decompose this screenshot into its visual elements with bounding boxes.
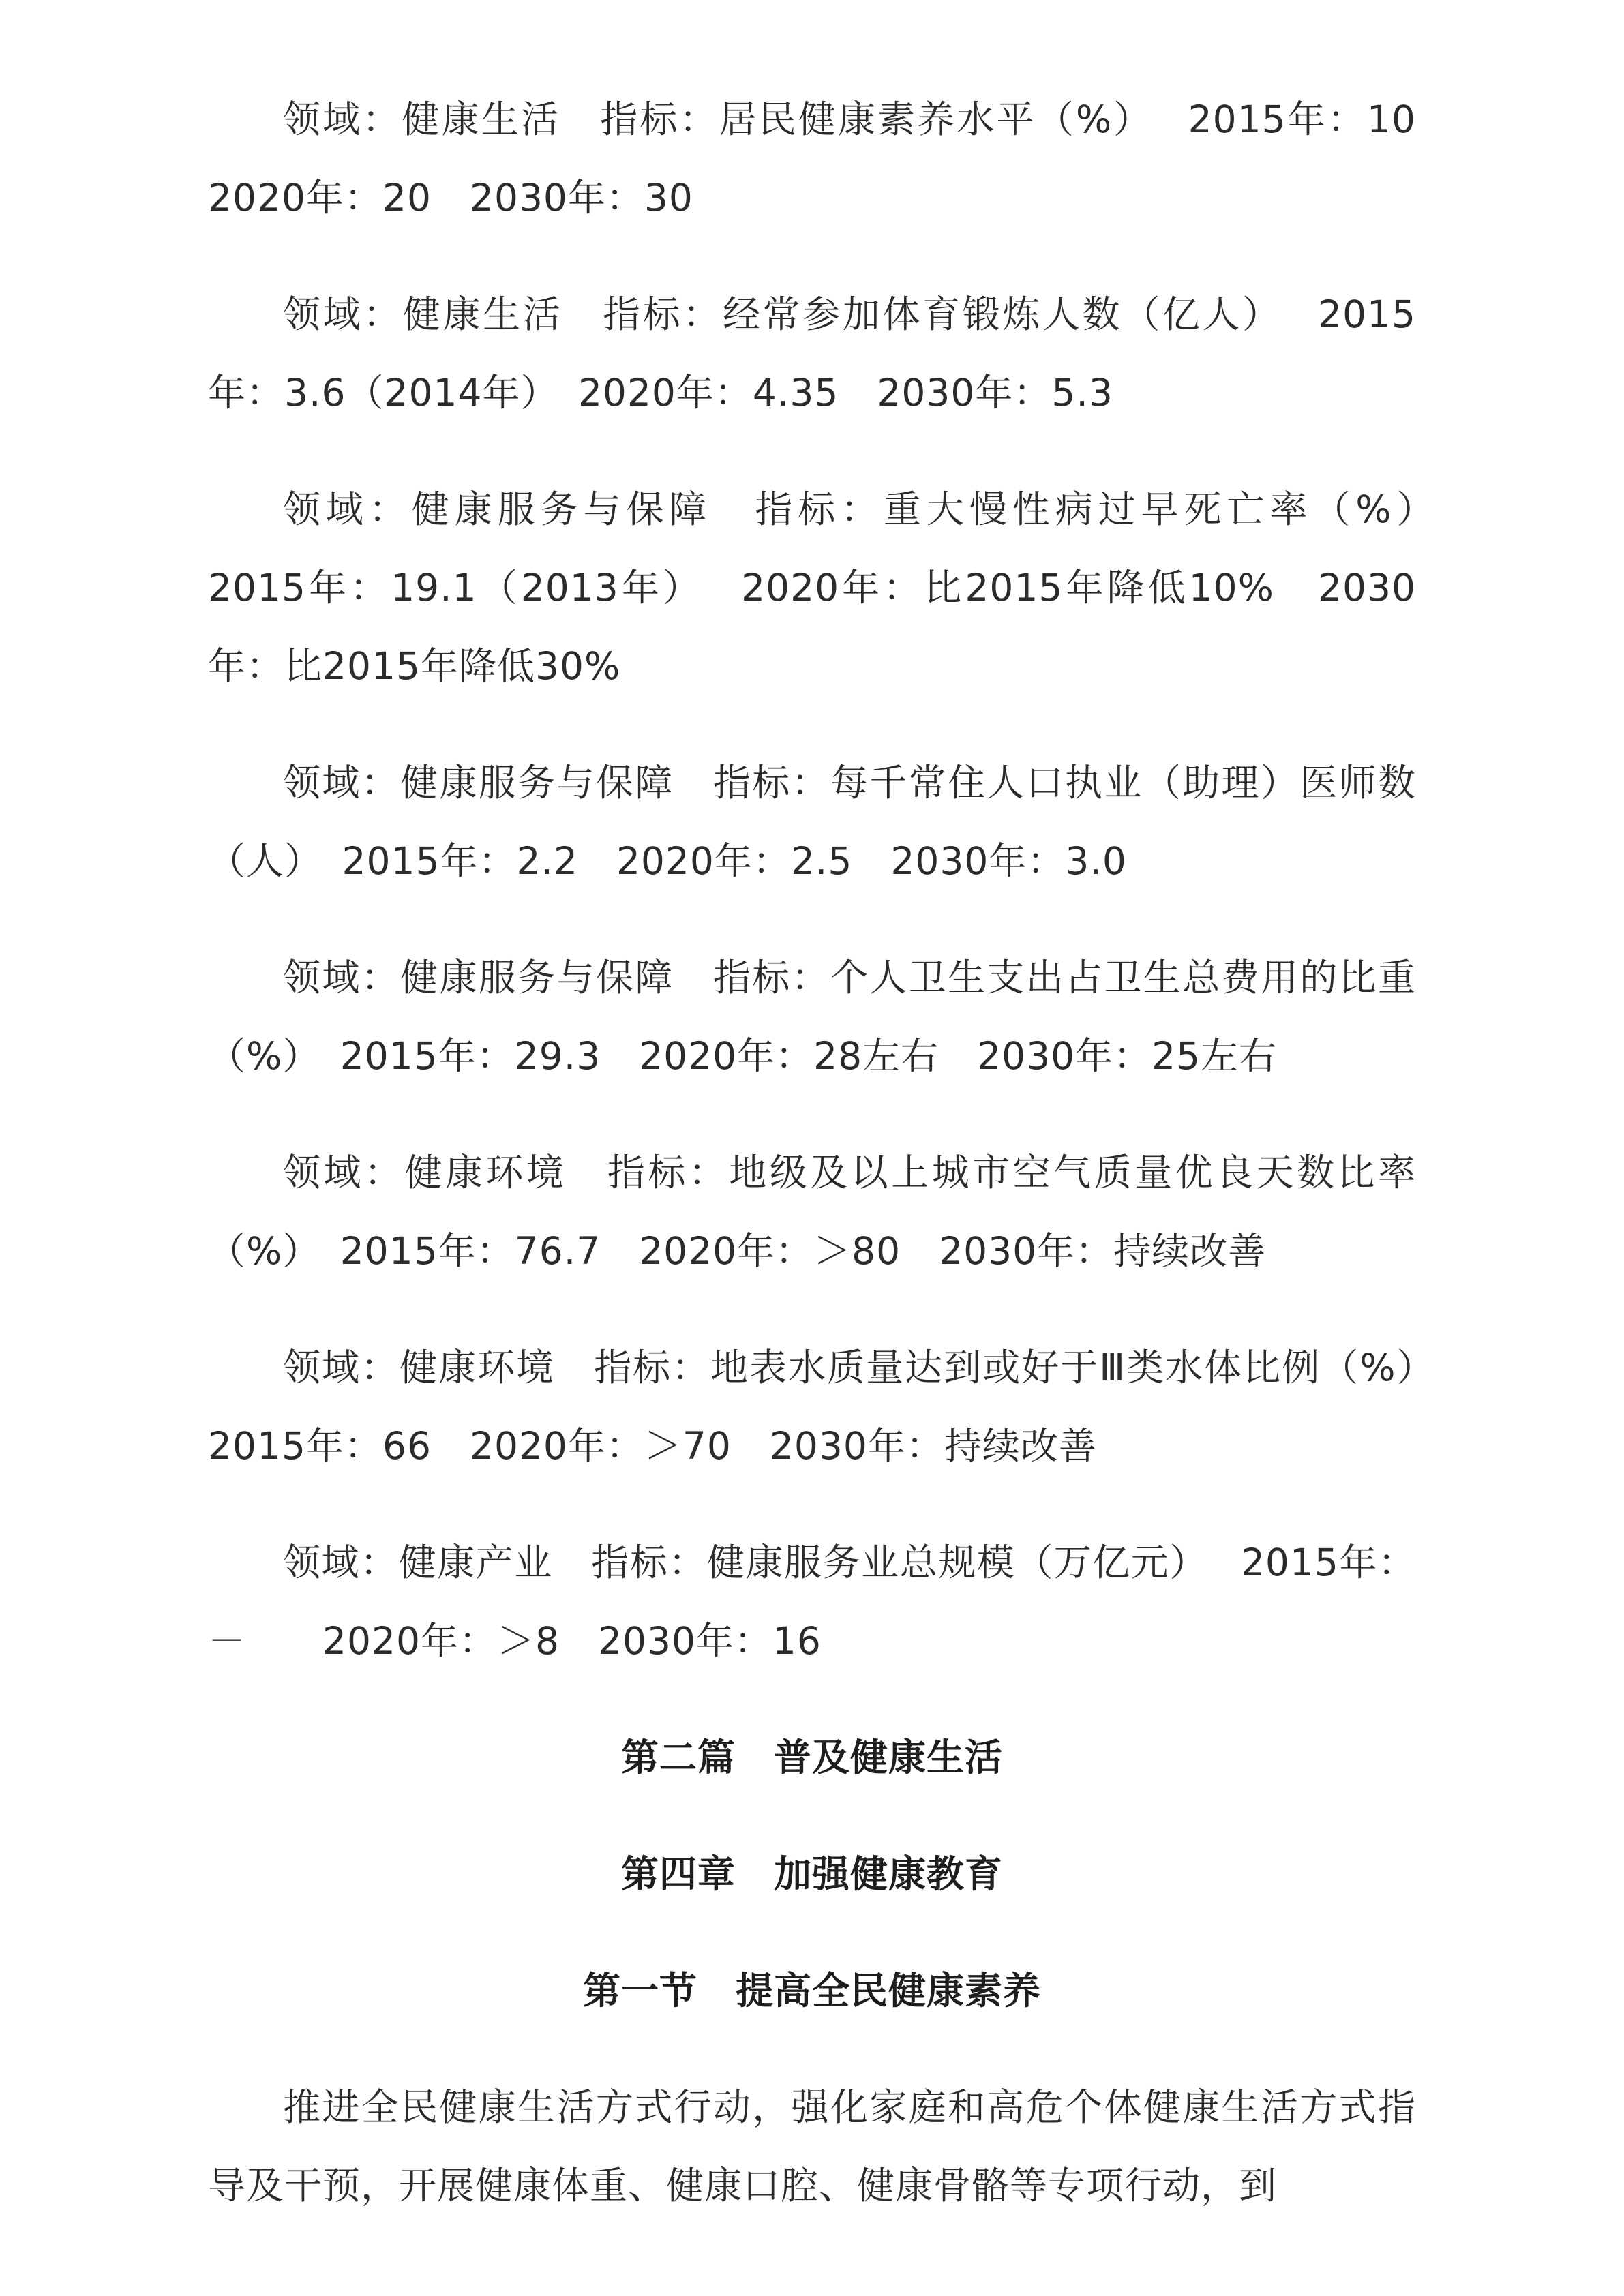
indicator-text: 领域：健康生活 指标：居民健康素养水平（%） 2015年：10 2020年：20 2030年：30 (208, 97, 1455, 220)
indicator-paragraph (208, 744, 1416, 901)
chapter-heading: 第四章 加强健康教育 (620, 1852, 1003, 1896)
indicator-text: 领域：健康服务与保障 指标：重大慢性病过早死亡率（%） 2015年：19.1（2013年） 2020年：比2015年降低10% 2030年：比2015年降低30% (208, 487, 1455, 688)
indicator-text: 领域：健康服务与保障 指标：个人卫生支出占卫生总费用的比重（%） 2015年：29.3 2020年：28左右 2030年：25左右 (208, 956, 1416, 1078)
section-heading: 第一节 提高全民健康素养 (582, 1969, 1041, 2012)
indicator-paragraph (208, 80, 1455, 237)
indicator-paragraph (208, 939, 1416, 1096)
indicator-paragraph (208, 1329, 1455, 1485)
indicator-paragraph (208, 1134, 1416, 1290)
part-heading: 第二篇 普及健康生活 (620, 1736, 1003, 1779)
document-page (208, 80, 1455, 2263)
indicator-paragraph (208, 470, 1455, 706)
indicator-paragraph (208, 275, 1416, 432)
indicator-text: 领域：健康环境 指标：地表水质量达到或好于Ⅲ类水体比例（%） 2015年：66 2020年：＞70 2030年：持续改善 (208, 1346, 1455, 1468)
indicator-text: 领域：健康服务与保障 指标：每千常住人口执业（助理）医师数（人） 2015年：2.2 2020年：2.5 2030年：3.0 (208, 761, 1416, 883)
body-paragraph: 推进全民健康生活方式行动，强化家庭和高危个体健康生活方式指导及干预，开展健康体重、健康口腔、健康骨骼等专项行动，到 (208, 2085, 1416, 2207)
indicator-text: 领域：健康产业 指标：健康服务业总规模（万亿元） 2015年：－ 2020年：＞8 2030年：16 (208, 1541, 1416, 1663)
indicator-text: 领域：健康生活 指标：经常参加体育锻炼人数（亿人） 2015年：3.6（2014年） 2020年：4.35 2030年：5.3 (208, 292, 1416, 414)
indicator-paragraph (208, 1524, 1416, 1680)
indicator-text: 领域：健康环境 指标：地级及以上城市空气质量优良天数比率（%） 2015年：76.7 2020年：＞80 2030年：持续改善 (208, 1151, 1416, 1273)
